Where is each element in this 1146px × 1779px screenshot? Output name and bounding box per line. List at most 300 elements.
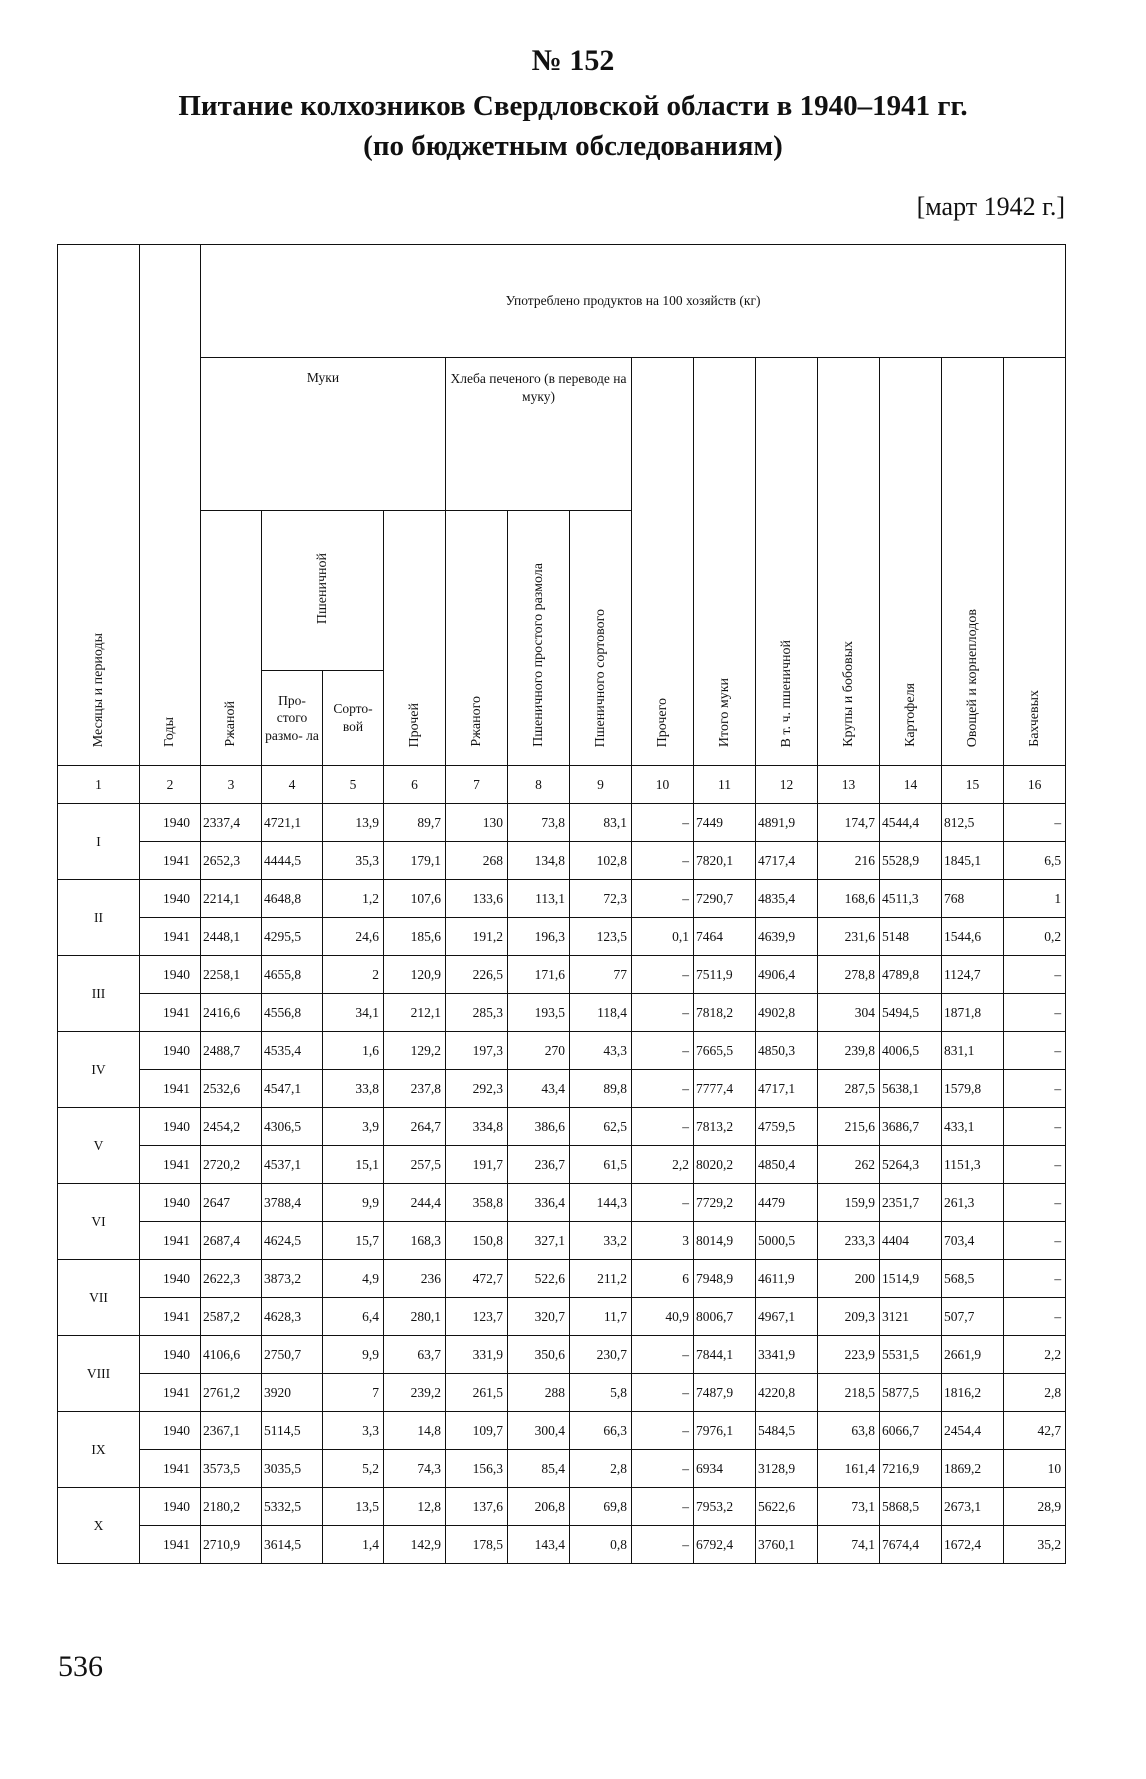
value-cell: 3686,7 (880, 1108, 942, 1146)
value-cell: 5528,9 (880, 842, 942, 880)
value-cell: 4106,6 (201, 1336, 262, 1374)
document-title: Питание колхозников Свердловской области в 1940–1941 гг. (178, 90, 968, 122)
value-cell: 74,3 (384, 1450, 446, 1488)
value-cell: 159,9 (818, 1184, 880, 1222)
value-cell: 43,3 (570, 1032, 632, 1070)
value-cell: 239,8 (818, 1032, 880, 1070)
value-cell: 211,2 (570, 1260, 632, 1298)
header-rye-flour: Ржаной (201, 511, 262, 766)
value-cell: 2448,1 (201, 918, 262, 956)
value-cell: – (1004, 1260, 1066, 1298)
column-number: 11 (694, 766, 756, 804)
value-cell: 2532,6 (201, 1070, 262, 1108)
value-cell: 2488,7 (201, 1032, 262, 1070)
value-cell: 4306,5 (262, 1108, 323, 1146)
value-cell: 2454,4 (942, 1412, 1004, 1450)
value-cell: 2652,3 (201, 842, 262, 880)
column-number: 14 (880, 766, 942, 804)
value-cell: 1124,7 (942, 956, 1004, 994)
value-cell: 11,7 (570, 1298, 632, 1336)
value-cell: 7464 (694, 918, 756, 956)
table-row (58, 1336, 1066, 1374)
value-cell: 327,1 (508, 1222, 570, 1260)
value-cell: 812,5 (942, 804, 1004, 842)
value-cell: 168,3 (384, 1222, 446, 1260)
table-row (58, 1108, 1066, 1146)
value-cell: 4648,8 (262, 880, 323, 918)
value-cell: – (632, 1488, 694, 1526)
value-cell: 2,8 (570, 1450, 632, 1488)
value-cell: – (632, 1412, 694, 1450)
value-cell: 264,7 (384, 1108, 446, 1146)
value-cell: 83,1 (570, 804, 632, 842)
value-cell: 4537,1 (262, 1146, 323, 1184)
month-cell: V (58, 1108, 140, 1184)
value-cell: 4967,1 (756, 1298, 818, 1336)
value-cell: 13,5 (323, 1488, 384, 1526)
year-cell: 1940 (140, 1032, 201, 1070)
value-cell: 230,7 (570, 1336, 632, 1374)
column-number: 3 (201, 766, 262, 804)
value-cell: 2710,9 (201, 1526, 262, 1564)
value-cell: 171,6 (508, 956, 570, 994)
value-cell: 73,8 (508, 804, 570, 842)
value-cell: 2720,2 (201, 1146, 262, 1184)
header-potatoes: Картофеля (880, 358, 942, 766)
value-cell: 179,1 (384, 842, 446, 880)
value-cell: 4404 (880, 1222, 942, 1260)
document-date: [март 1942 г.] (916, 192, 1065, 221)
value-cell: 7813,2 (694, 1108, 756, 1146)
year-cell: 1941 (140, 1070, 201, 1108)
month-cell: VI (58, 1184, 140, 1260)
header-groats: Крупы и бобовых (818, 358, 880, 766)
value-cell: 196,3 (508, 918, 570, 956)
value-cell: 24,6 (323, 918, 384, 956)
column-number: 7 (446, 766, 508, 804)
year-cell: 1940 (140, 1260, 201, 1298)
value-cell: 63,8 (818, 1412, 880, 1450)
column-number: 12 (756, 766, 818, 804)
value-cell: 334,8 (446, 1108, 508, 1146)
value-cell: 77 (570, 956, 632, 994)
value-cell: 1869,2 (942, 1450, 1004, 1488)
value-cell: 1514,9 (880, 1260, 942, 1298)
value-cell: – (632, 1450, 694, 1488)
value-cell: – (632, 1526, 694, 1564)
value-cell: 1,4 (323, 1526, 384, 1564)
table-row (58, 880, 1066, 918)
value-cell: 4717,4 (756, 842, 818, 880)
header-melons: Бахчевых (1004, 358, 1066, 766)
value-cell: – (1004, 804, 1066, 842)
table-row (58, 1526, 1066, 1564)
table-row (58, 918, 1066, 956)
month-cell: VII (58, 1260, 140, 1336)
value-cell: 2687,4 (201, 1222, 262, 1260)
value-cell: 304 (818, 994, 880, 1032)
value-cell: 2351,7 (880, 1184, 942, 1222)
column-number: 2 (140, 766, 201, 804)
header-vegetables: Овощей и корнеплодов (942, 358, 1004, 766)
value-cell: 831,1 (942, 1032, 1004, 1070)
value-cell: 89,8 (570, 1070, 632, 1108)
value-cell: – (1004, 1222, 1066, 1260)
value-cell: 5332,5 (262, 1488, 323, 1526)
value-cell: – (632, 956, 694, 994)
value-cell: 3760,1 (756, 1526, 818, 1564)
value-cell: 4717,1 (756, 1070, 818, 1108)
year-cell: 1940 (140, 956, 201, 994)
value-cell: 1151,3 (942, 1146, 1004, 1184)
header-wheat-graded-bread: Пшеничного сортового (570, 511, 632, 766)
value-cell: 156,3 (446, 1450, 508, 1488)
value-cell: 3788,4 (262, 1184, 323, 1222)
value-cell: 168,6 (818, 880, 880, 918)
value-cell: 4906,4 (756, 956, 818, 994)
table-row (58, 1070, 1066, 1108)
column-number: 4 (262, 766, 323, 804)
value-cell: 2587,2 (201, 1298, 262, 1336)
month-cell: IV (58, 1032, 140, 1108)
value-cell: 3920 (262, 1374, 323, 1412)
value-cell: 123,7 (446, 1298, 508, 1336)
value-cell: 5868,5 (880, 1488, 942, 1526)
value-cell: 4556,8 (262, 994, 323, 1032)
value-cell: – (632, 804, 694, 842)
year-cell: 1940 (140, 880, 201, 918)
value-cell: – (632, 1374, 694, 1412)
value-cell: 7948,9 (694, 1260, 756, 1298)
value-cell: 2180,2 (201, 1488, 262, 1526)
value-cell: 4,9 (323, 1260, 384, 1298)
value-cell: 236,7 (508, 1146, 570, 1184)
value-cell: 7777,4 (694, 1070, 756, 1108)
value-cell: 197,3 (446, 1032, 508, 1070)
value-cell: 1544,6 (942, 918, 1004, 956)
value-cell: 5494,5 (880, 994, 942, 1032)
header-wheat-flour: Пшеничной (262, 511, 384, 671)
year-cell: 1941 (140, 1526, 201, 1564)
month-cell: IX (58, 1412, 140, 1488)
header-other-bread: Прочего (632, 358, 694, 766)
value-cell: 4789,8 (880, 956, 942, 994)
table-row (58, 1032, 1066, 1070)
value-cell: – (632, 842, 694, 880)
value-cell: 10 (1004, 1450, 1066, 1488)
year-cell: 1941 (140, 842, 201, 880)
value-cell: 212,1 (384, 994, 446, 1032)
value-cell: 4835,4 (756, 880, 818, 918)
value-cell: 42,7 (1004, 1412, 1066, 1450)
value-cell: 5000,5 (756, 1222, 818, 1260)
value-cell: – (1004, 1298, 1066, 1336)
header-simple-grind: Про- стого размо- ла (262, 671, 323, 766)
table-row (58, 1412, 1066, 1450)
value-cell: 2 (323, 956, 384, 994)
value-cell: 5264,3 (880, 1146, 942, 1184)
value-cell: – (632, 880, 694, 918)
value-cell: 336,4 (508, 1184, 570, 1222)
value-cell: – (632, 1184, 694, 1222)
value-cell: 522,6 (508, 1260, 570, 1298)
value-cell: – (1004, 956, 1066, 994)
value-cell: 507,7 (942, 1298, 1004, 1336)
value-cell: 7844,1 (694, 1336, 756, 1374)
value-cell: 200 (818, 1260, 880, 1298)
table-row (58, 1450, 1066, 1488)
value-cell: 150,8 (446, 1222, 508, 1260)
value-cell: 331,9 (446, 1336, 508, 1374)
value-cell: 386,6 (508, 1108, 570, 1146)
value-cell: 4850,3 (756, 1032, 818, 1070)
value-cell: 2214,1 (201, 880, 262, 918)
value-cell: 4902,8 (756, 994, 818, 1032)
value-cell: 237,8 (384, 1070, 446, 1108)
value-cell: – (632, 1032, 694, 1070)
value-cell: 3035,5 (262, 1450, 323, 1488)
value-cell: 2622,3 (201, 1260, 262, 1298)
value-cell: 123,5 (570, 918, 632, 956)
value-cell: 4759,5 (756, 1108, 818, 1146)
value-cell: 13,9 (323, 804, 384, 842)
value-cell: 4850,4 (756, 1146, 818, 1184)
value-cell: 3341,9 (756, 1336, 818, 1374)
value-cell: – (1004, 1032, 1066, 1070)
value-cell: 5148 (880, 918, 942, 956)
value-cell: 7976,1 (694, 1412, 756, 1450)
month-cell: I (58, 804, 140, 880)
value-cell: 3573,5 (201, 1450, 262, 1488)
value-cell: 2,2 (632, 1146, 694, 1184)
value-cell: 270 (508, 1032, 570, 1070)
value-cell: 285,3 (446, 994, 508, 1032)
value-cell: 185,6 (384, 918, 446, 956)
table-row (58, 1146, 1066, 1184)
value-cell: 8014,9 (694, 1222, 756, 1260)
value-cell: 261,3 (942, 1184, 1004, 1222)
value-cell: 288 (508, 1374, 570, 1412)
year-cell: 1940 (140, 1412, 201, 1450)
value-cell: 142,9 (384, 1526, 446, 1564)
value-cell: 2337,4 (201, 804, 262, 842)
value-cell: 144,3 (570, 1184, 632, 1222)
value-cell: 4444,5 (262, 842, 323, 880)
value-cell: 2,2 (1004, 1336, 1066, 1374)
value-cell: 3,3 (323, 1412, 384, 1450)
value-cell: 7290,7 (694, 880, 756, 918)
value-cell: 2673,1 (942, 1488, 1004, 1526)
month-cell: VIII (58, 1336, 140, 1412)
value-cell: 4639,9 (756, 918, 818, 956)
value-cell: 1579,8 (942, 1070, 1004, 1108)
value-cell: 5484,5 (756, 1412, 818, 1450)
value-cell: 33,8 (323, 1070, 384, 1108)
year-cell: 1940 (140, 1108, 201, 1146)
column-number: 5 (323, 766, 384, 804)
value-cell: 2367,1 (201, 1412, 262, 1450)
value-cell: 137,6 (446, 1488, 508, 1526)
value-cell: 433,1 (942, 1108, 1004, 1146)
year-cell: 1941 (140, 1374, 201, 1412)
value-cell: 0,1 (632, 918, 694, 956)
value-cell: 174,7 (818, 804, 880, 842)
value-cell: 568,5 (942, 1260, 1004, 1298)
value-cell: 9,9 (323, 1336, 384, 1374)
value-cell: 215,6 (818, 1108, 880, 1146)
table-row (58, 1298, 1066, 1336)
value-cell: 244,4 (384, 1184, 446, 1222)
value-cell: 218,5 (818, 1374, 880, 1412)
value-cell: 107,6 (384, 880, 446, 918)
value-cell: 2,8 (1004, 1374, 1066, 1412)
value-cell: 350,6 (508, 1336, 570, 1374)
value-cell: 1 (1004, 880, 1066, 918)
value-cell: 113,1 (508, 880, 570, 918)
value-cell: 7449 (694, 804, 756, 842)
value-cell: 62,5 (570, 1108, 632, 1146)
value-cell: 7487,9 (694, 1374, 756, 1412)
header-bread-group: Хлеба печеного (в переводе на муку) (446, 358, 632, 511)
value-cell: 768 (942, 880, 1004, 918)
value-cell: 1672,4 (942, 1526, 1004, 1564)
header-years: Годы (140, 245, 201, 766)
value-cell: 300,4 (508, 1412, 570, 1450)
year-cell: 1941 (140, 1298, 201, 1336)
value-cell: 278,8 (818, 956, 880, 994)
value-cell: 3121 (880, 1298, 942, 1336)
value-cell: 358,8 (446, 1184, 508, 1222)
column-number: 13 (818, 766, 880, 804)
value-cell: 5114,5 (262, 1412, 323, 1450)
column-number: 8 (508, 766, 570, 804)
header-total-flour: Итого муки (694, 358, 756, 766)
value-cell: 4479 (756, 1184, 818, 1222)
value-cell: 69,8 (570, 1488, 632, 1526)
nutrition-table (57, 244, 1066, 1564)
value-cell: 66,3 (570, 1412, 632, 1450)
value-cell: 5638,1 (880, 1070, 942, 1108)
year-cell: 1941 (140, 1222, 201, 1260)
value-cell: 40,9 (632, 1298, 694, 1336)
value-cell: 0,8 (570, 1526, 632, 1564)
column-number: 15 (942, 766, 1004, 804)
value-cell: 43,4 (508, 1070, 570, 1108)
header-other-flour: Прочей (384, 511, 446, 766)
value-cell: 239,2 (384, 1374, 446, 1412)
value-cell: – (1004, 1070, 1066, 1108)
value-cell: – (632, 994, 694, 1032)
table-row (58, 1374, 1066, 1412)
value-cell: 63,7 (384, 1336, 446, 1374)
value-cell: 4628,3 (262, 1298, 323, 1336)
year-cell: 1941 (140, 1146, 201, 1184)
value-cell: 7216,9 (880, 1450, 942, 1488)
value-cell: 4220,8 (756, 1374, 818, 1412)
value-cell: 287,5 (818, 1070, 880, 1108)
value-cell: 1871,8 (942, 994, 1004, 1032)
value-cell: – (1004, 1108, 1066, 1146)
value-cell: 28,9 (1004, 1488, 1066, 1526)
value-cell: 268 (446, 842, 508, 880)
value-cell: 3614,5 (262, 1526, 323, 1564)
value-cell: 4721,1 (262, 804, 323, 842)
year-cell: 1941 (140, 1450, 201, 1488)
value-cell: – (632, 1108, 694, 1146)
value-cell: 4535,4 (262, 1032, 323, 1070)
value-cell: 231,6 (818, 918, 880, 956)
column-number: 10 (632, 766, 694, 804)
value-cell: 9,9 (323, 1184, 384, 1222)
value-cell: 3873,2 (262, 1260, 323, 1298)
value-cell: – (632, 1070, 694, 1108)
document-number: № 152 (531, 44, 615, 77)
value-cell: 262 (818, 1146, 880, 1184)
value-cell: 236 (384, 1260, 446, 1298)
value-cell: 2761,2 (201, 1374, 262, 1412)
value-cell: 4655,8 (262, 956, 323, 994)
header-rye-bread: Ржаного (446, 511, 508, 766)
value-cell: 223,9 (818, 1336, 880, 1374)
value-cell: 261,5 (446, 1374, 508, 1412)
value-cell: 7674,4 (880, 1526, 942, 1564)
page-number: 536 (58, 1650, 103, 1683)
header-wheat-simple-bread: Пшеничного простого размола (508, 511, 570, 766)
header-incl-wheat: В т. ч. пшеничной (756, 358, 818, 766)
value-cell: 4006,5 (880, 1032, 942, 1070)
value-cell: – (632, 1336, 694, 1374)
value-cell: 3 (632, 1222, 694, 1260)
value-cell: 6934 (694, 1450, 756, 1488)
value-cell: 89,7 (384, 804, 446, 842)
value-cell: 191,7 (446, 1146, 508, 1184)
value-cell: 14,8 (384, 1412, 446, 1450)
value-cell: – (1004, 994, 1066, 1032)
year-cell: 1940 (140, 1336, 201, 1374)
value-cell: 2647 (201, 1184, 262, 1222)
document-subtitle: (по бюджетным обследованиям) (363, 130, 783, 162)
value-cell: 4624,5 (262, 1222, 323, 1260)
value-cell: 33,2 (570, 1222, 632, 1260)
column-numbers-row (58, 766, 1066, 804)
value-cell: – (1004, 1146, 1066, 1184)
value-cell: 12,8 (384, 1488, 446, 1526)
value-cell: 4891,9 (756, 804, 818, 842)
value-cell: 4295,5 (262, 918, 323, 956)
table-row (58, 956, 1066, 994)
header-months: Месяцы и периоды (58, 245, 140, 766)
value-cell: 6,4 (323, 1298, 384, 1336)
value-cell: 5877,5 (880, 1374, 942, 1412)
table-row (58, 804, 1066, 842)
value-cell: 6792,4 (694, 1526, 756, 1564)
value-cell: 130 (446, 804, 508, 842)
year-cell: 1940 (140, 804, 201, 842)
value-cell: 193,5 (508, 994, 570, 1032)
value-cell: 191,2 (446, 918, 508, 956)
value-cell: 6 (632, 1260, 694, 1298)
value-cell: 7953,2 (694, 1488, 756, 1526)
value-cell: 7818,2 (694, 994, 756, 1032)
value-cell: – (1004, 1184, 1066, 1222)
column-number: 9 (570, 766, 632, 804)
value-cell: 102,8 (570, 842, 632, 880)
value-cell: 15,7 (323, 1222, 384, 1260)
value-cell: 1,2 (323, 880, 384, 918)
value-cell: 134,8 (508, 842, 570, 880)
value-cell: 7820,1 (694, 842, 756, 880)
value-cell: 3128,9 (756, 1450, 818, 1488)
